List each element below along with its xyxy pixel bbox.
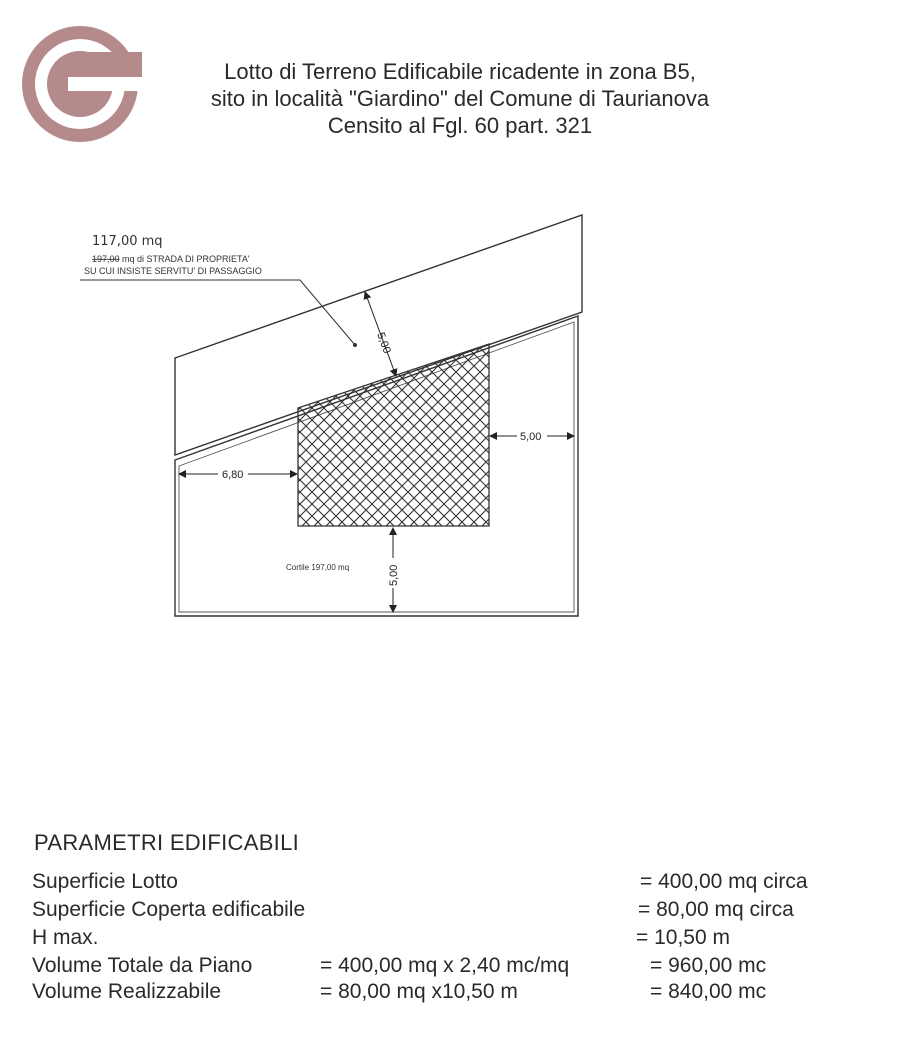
param-label: H max.	[32, 926, 99, 949]
param-row	[0, 898, 900, 926]
parameters-heading: PARAMETRI EDIFICABILI	[34, 830, 300, 855]
title-line-2: sito in località "Giardino" del Comune di Taurianova	[210, 86, 710, 111]
road-note-line-1	[92, 254, 250, 264]
document-title	[120, 58, 800, 139]
buildable-area	[298, 344, 489, 526]
note-leader-line	[80, 280, 355, 345]
param-label: Volume Realizzabile	[32, 980, 222, 1003]
param-value: = 840,00 mc	[650, 980, 767, 1003]
param-row	[0, 870, 900, 898]
param-value: = 960,00 mc	[650, 954, 767, 977]
param-formula: = 400,00 mq x 2,40 mc/mq	[320, 954, 570, 977]
param-value: = 10,50 m	[636, 926, 730, 949]
title-line-1: Lotto di Terreno Edificabile ricadente in zona B5,	[224, 59, 696, 84]
param-label: Superficie Coperta edificabile	[32, 898, 306, 921]
site-plan-drawing	[60, 200, 620, 640]
param-value: = 400,00 mq circa	[640, 870, 808, 893]
road-note-line-1-rest: mq di STRADA DI PROPRIETA'	[119, 254, 250, 264]
title-line-3: Censito al Fgl. 60 part. 321	[327, 113, 593, 138]
param-label: Superficie Lotto	[32, 870, 178, 893]
param-row	[0, 926, 900, 954]
left-distance-dim-label: 6,80	[222, 469, 244, 481]
param-label: Volume Totale da Piano	[32, 954, 253, 977]
param-row	[0, 954, 900, 982]
param-formula: = 80,00 mq x10,50 m	[320, 980, 518, 1003]
struck-area-value: 197,00	[92, 254, 120, 264]
road-setback-dim-label: 5,00	[374, 330, 393, 356]
right-distance-dim-label: 5,00	[520, 431, 542, 443]
handwritten-area-note: 117,00 mq	[92, 234, 163, 249]
bottom-distance-dim-label: 5,00	[388, 564, 400, 586]
param-row	[0, 980, 900, 1008]
param-value: = 80,00 mq circa	[638, 898, 794, 921]
courtyard-label: Cortile 197,00 mq	[286, 563, 350, 572]
road-note-line-2: SU CUI INSISTE SERVITU' DI PASSAGGIO	[84, 266, 262, 276]
